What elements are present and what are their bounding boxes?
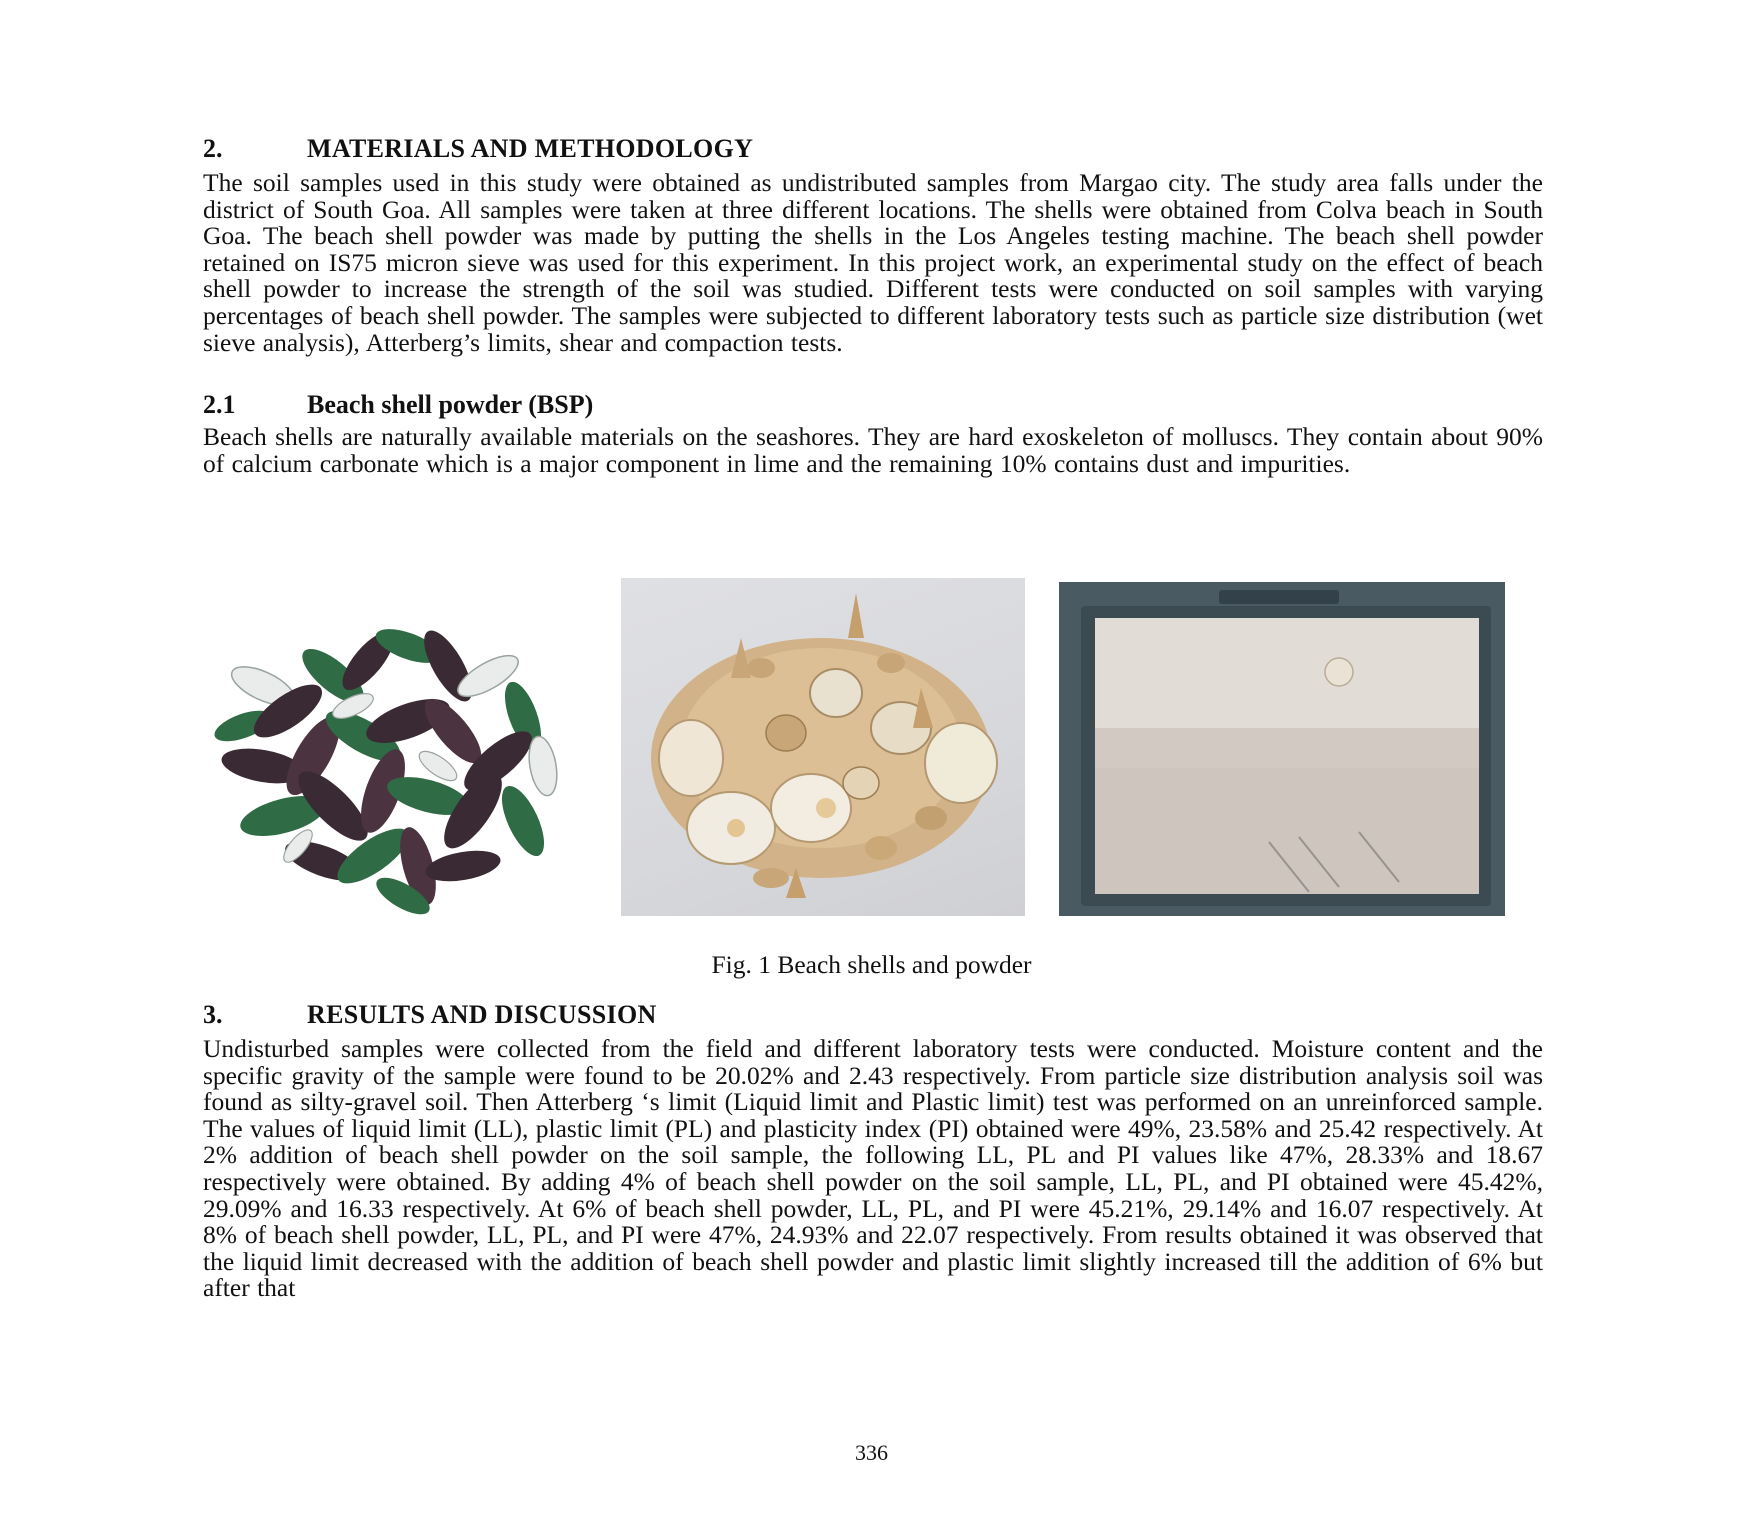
section-3-title: RESULTS AND DISCUSSION [307, 1000, 657, 1029]
mussel-pile [211, 622, 561, 916]
section-2-1-heading [203, 392, 1543, 418]
section-2-title: MATERIALS AND METHODOLOGY [307, 134, 754, 163]
mussel-shells-photo [203, 616, 593, 916]
figure-1 [203, 578, 1543, 918]
page-number: 336 [855, 1440, 888, 1465]
section-2-paragraph: The soil samples used in this study were obtained as undistributed samples from Margao city. The study area falls under the district of South Goa. All samples were taken at three different locations. The shells were obtained from Colva beach in South Goa. The beach shell powder was made by putting the shells in the Los Angeles testing machine. The beach shell powder retained on IS75 micron sieve was used for this experiment. In this project work, an experimental study on the effect of beach shell powder to increase the strength of the soil was studied. Different tests were conducted on soil samples with varying percentages of beach shell powder. The samples were subjected to different laboratory tests such as particle size distribution (wet sieve analysis), Atterberg’s limits, shear and compaction tests. [203, 168, 1543, 357]
figure-caption: Fig. 1 Beach shells and powder [711, 950, 1032, 979]
beach-shells-photo [621, 578, 1025, 916]
shell-pile [651, 593, 997, 898]
section-2-number: 2. [203, 134, 223, 163]
powder-tray [1059, 582, 1505, 916]
section-2-1-title: Beach shell powder (BSP) [307, 390, 594, 420]
section-3-paragraph: Undisturbed samples were collected from the field and different laboratory tests were conducted. Moisture content and the specific gravity of the sample were found to be 20.02% and 2.43 respectively. From particle size distribution analysis soil was found as silty-gravel soil. Then Atterberg ‘s limit (Liquid limit and Plastic limit) test was performed on an unreinforced sample. The values of liquid limit (LL), plastic limit (PL) and plasticity index (PI) obtained were 49%, 23.58% and 25.42 respectively. At 2% addition of beach shell powder on the soil sample, the following LL, PL and PI values like 47%, 28.33% and 18.67 respectively were obtained. By adding 4% of beach shell powder on the soil sample, LL, PL, and PI obtained were 45.42%, 29.09% and 16.33 respectively. At 6% of beach shell powder, LL, PL, and PI were 45.21%, 29.14% and 16.07 respectively. At 8% of beach shell powder, LL, PL, and PI were 47%, 24.93% and 22.07 respectively. From results obtained it was observed that the liquid limit decreased with the addition of beach shell powder and plastic limit slightly increased till the addition of 6% but after that [203, 1034, 1543, 1303]
section-2-1-number: 2.1 [203, 390, 236, 420]
section-2-1-paragraph: Beach shells are naturally available materials on the seashores. They are hard exoskeleton of molluscs. They contain about 90% of calcium carbonate which is a major component in lime and the remaining 10% contains dust and impurities. [203, 422, 1543, 478]
section-2-heading [203, 136, 1543, 162]
shell-powder-tray-photo [1059, 582, 1505, 916]
upper-content [203, 136, 1543, 477]
section-3-number: 3. [203, 1000, 223, 1029]
section-3-heading [203, 1002, 1543, 1028]
section-3 [203, 1002, 1543, 1302]
